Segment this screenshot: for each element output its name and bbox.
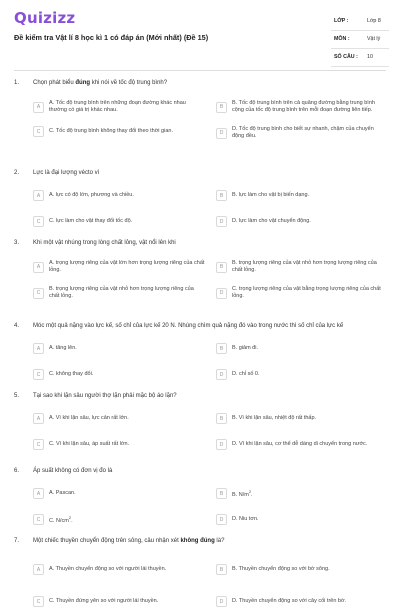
option-a[interactable] — [33, 260, 205, 274]
question-text: Một chiếc thuyền chuyển động trên sông, câu nhận xét không đúng là? — [33, 538, 225, 544]
option-b[interactable] — [216, 190, 384, 201]
option-c[interactable] — [33, 369, 205, 380]
question-emphasis: đúng — [75, 80, 91, 86]
page-title: Đề kiểm tra Vật lí 8 học kì 1 có đáp án (Mới nhất) (Đề 15) — [14, 33, 209, 42]
option-text: D. Niu tơn. — [232, 516, 259, 522]
option-a[interactable] — [33, 413, 205, 424]
option-letter-box: C — [33, 514, 44, 525]
option-c[interactable] — [33, 286, 205, 300]
option-letter-box: A — [33, 488, 44, 499]
question-text: Áp suất không có đơn vị đo là — [33, 468, 113, 474]
option-d[interactable] — [216, 514, 384, 525]
option-text: B. Thuyền chuyển động so với bờ sông. — [232, 566, 330, 572]
header-divider — [14, 70, 386, 71]
option-letter-box: C — [33, 126, 44, 137]
option-d[interactable] — [216, 286, 384, 300]
option-text: B. giảm đi. — [232, 345, 258, 351]
option-c[interactable] — [33, 439, 205, 450]
option-text: B. Vì khi lặn sâu, nhiệt độ rất thấp. — [232, 415, 317, 421]
option-c[interactable] — [33, 514, 205, 525]
option-letter-box: C — [33, 439, 44, 450]
option-c[interactable] — [33, 596, 205, 607]
option-letter-box: A — [33, 262, 44, 273]
question-text: Móc một quả nặng vào lực kế, số chỉ của lực kế 20 N. Nhúng chìm quả nặng đó vào trong nước thì số chỉ của lực kế — [33, 323, 344, 329]
option-text: D. Tốc độ trung bình cho biết sự nhanh, chậm của chuyển động đều. — [232, 126, 374, 139]
option-text: D. chỉ số 0. — [232, 371, 260, 377]
option-text: D. lực làm cho vật chuyển động. — [232, 218, 311, 224]
meta-row-subject — [331, 31, 389, 49]
question-text: Lực là đại lượng vécto vì — [33, 170, 100, 176]
option-letter-box: A — [33, 564, 44, 575]
page-header — [0, 0, 400, 66]
option-text: A. Tốc độ trung bình trên những đoạn đường khác nhau thường có giá trị khác nhau. — [49, 100, 186, 113]
option-b[interactable] — [216, 260, 384, 274]
option-text: C. lực làm cho vật thay đổi tốc độ. — [49, 218, 133, 224]
option-text: B. Tốc độ trung bình trên cả quãng đường bằng trung bình cộng của tốc độ trung bình trên mỗi đoạn đường liên tiếp. — [232, 100, 375, 113]
option-letter-box: C — [33, 216, 44, 227]
option-letter-box: B — [216, 102, 227, 113]
option-a[interactable] — [33, 100, 205, 114]
option-letter-box: C — [33, 369, 44, 380]
option-text: D. Thuyền chuyển động so với cây cối trên bờ. — [232, 598, 347, 604]
option-text: A. lực có độ lớn, phương và chiều. — [49, 192, 134, 198]
question-number: 5. — [14, 393, 20, 399]
option-letter-box: D — [216, 216, 227, 227]
option-letter-box: B — [216, 413, 227, 424]
option-b[interactable] — [216, 488, 384, 499]
option-letter-box: D — [216, 514, 227, 525]
option-b[interactable] — [216, 343, 384, 354]
option-text: C. Vì khi lặn sâu, áp suất rất lớn. — [49, 441, 130, 447]
option-letter-box: B — [216, 262, 227, 273]
option-text: B. $N/m^2$. — [232, 489, 253, 498]
option-letter-box: C — [33, 596, 44, 607]
option-letter-box: A — [33, 343, 44, 354]
meta-key: MÔN : — [334, 36, 350, 42]
question-number: 6. — [14, 468, 20, 474]
option-text: B. lực làm cho vật bị biến dạng. — [232, 192, 310, 198]
option-a[interactable] — [33, 564, 205, 575]
option-letter-box: D — [216, 288, 227, 299]
option-text: A. trọng lượng riêng của vật lớn hơn trọng lượng riêng của chất lỏng. — [49, 260, 205, 273]
option-a[interactable] — [33, 190, 205, 201]
option-text: C. $N/cm^2$. — [49, 515, 73, 524]
question-number: 1. — [14, 80, 20, 86]
meta-row-class — [331, 13, 389, 31]
question-number: 7. — [14, 538, 20, 544]
option-a[interactable] — [33, 343, 205, 354]
question-number: 3. — [14, 240, 20, 246]
option-d[interactable] — [216, 439, 384, 450]
option-b[interactable] — [216, 413, 384, 424]
option-d[interactable] — [216, 126, 384, 140]
option-text: C. trọng lượng riêng của vật bằng trọng lượng riêng của chất lỏng. — [232, 286, 381, 299]
option-d[interactable] — [216, 216, 384, 227]
option-letter-box: A — [33, 190, 44, 201]
question-emphasis: không đúng — [180, 538, 215, 544]
option-d[interactable] — [216, 596, 384, 607]
question-number: 2. — [14, 170, 20, 176]
option-text: C. Tốc độ trung bình không thay đổi theo thời gian. — [49, 128, 173, 134]
meta-key: SỐ CÂU : — [334, 54, 358, 60]
option-letter-box: D — [216, 596, 227, 607]
option-letter-box: B — [216, 564, 227, 575]
option-text: A. Thuyền chuyển động so với người lái thuyền. — [49, 566, 167, 572]
option-letter-box: A — [33, 102, 44, 113]
option-letter-box: D — [216, 128, 227, 139]
option-c[interactable] — [33, 126, 205, 137]
quiz-meta-table — [331, 13, 389, 67]
meta-value: Vật lý — [367, 36, 381, 42]
option-text: C. Thuyền đứng yên so với người lái thuyền. — [49, 598, 159, 604]
question-text: Tại sao khi lặn sâu người thợ lặn phải mặc bộ áo lặn? — [33, 393, 177, 399]
meta-value: 10 — [367, 54, 373, 60]
option-text: C. không thay đổi. — [49, 371, 94, 377]
option-letter-box: C — [33, 288, 44, 299]
question-number: 4. — [14, 323, 20, 329]
question-text: Khi một vật nhúng trong lòng chất lỏng, vật nổi lên khi — [33, 240, 176, 246]
option-text: A. Vì khi lặn sâu, lực cản rất lớn. — [49, 415, 129, 421]
option-b[interactable] — [216, 100, 384, 114]
option-letter-box: B — [216, 343, 227, 354]
meta-value: Lớp 8 — [367, 18, 381, 24]
option-text: A. Pascan. — [49, 490, 76, 496]
meta-key: LỚP : — [334, 18, 349, 24]
option-text: A. tăng lên. — [49, 345, 77, 351]
option-text: D. Vì khi lặn sâu, cơ thể dễ dàng di chuyển trong nước. — [232, 441, 368, 447]
option-d[interactable] — [216, 369, 384, 380]
option-text: B. trọng lượng riêng của vật nhỏ hơn trọng lượng riêng của chất lỏng. — [232, 260, 377, 273]
quizizz-logo: Quizizz — [14, 9, 76, 27]
option-c[interactable] — [33, 216, 205, 227]
option-letter-box: D — [216, 439, 227, 450]
option-b[interactable] — [216, 564, 384, 575]
option-letter-box: D — [216, 369, 227, 380]
option-text: B. trọng lượng riêng của vật nhỏ hơn trọng lượng riêng của chất lỏng. — [49, 286, 194, 299]
question-text: Chọn phát biểu đúng khi nói về tốc độ trung bình? — [33, 80, 168, 86]
option-a[interactable] — [33, 488, 205, 499]
meta-row-count — [331, 49, 389, 67]
option-letter-box: B — [216, 488, 227, 499]
option-letter-box: A — [33, 413, 44, 424]
option-letter-box: B — [216, 190, 227, 201]
